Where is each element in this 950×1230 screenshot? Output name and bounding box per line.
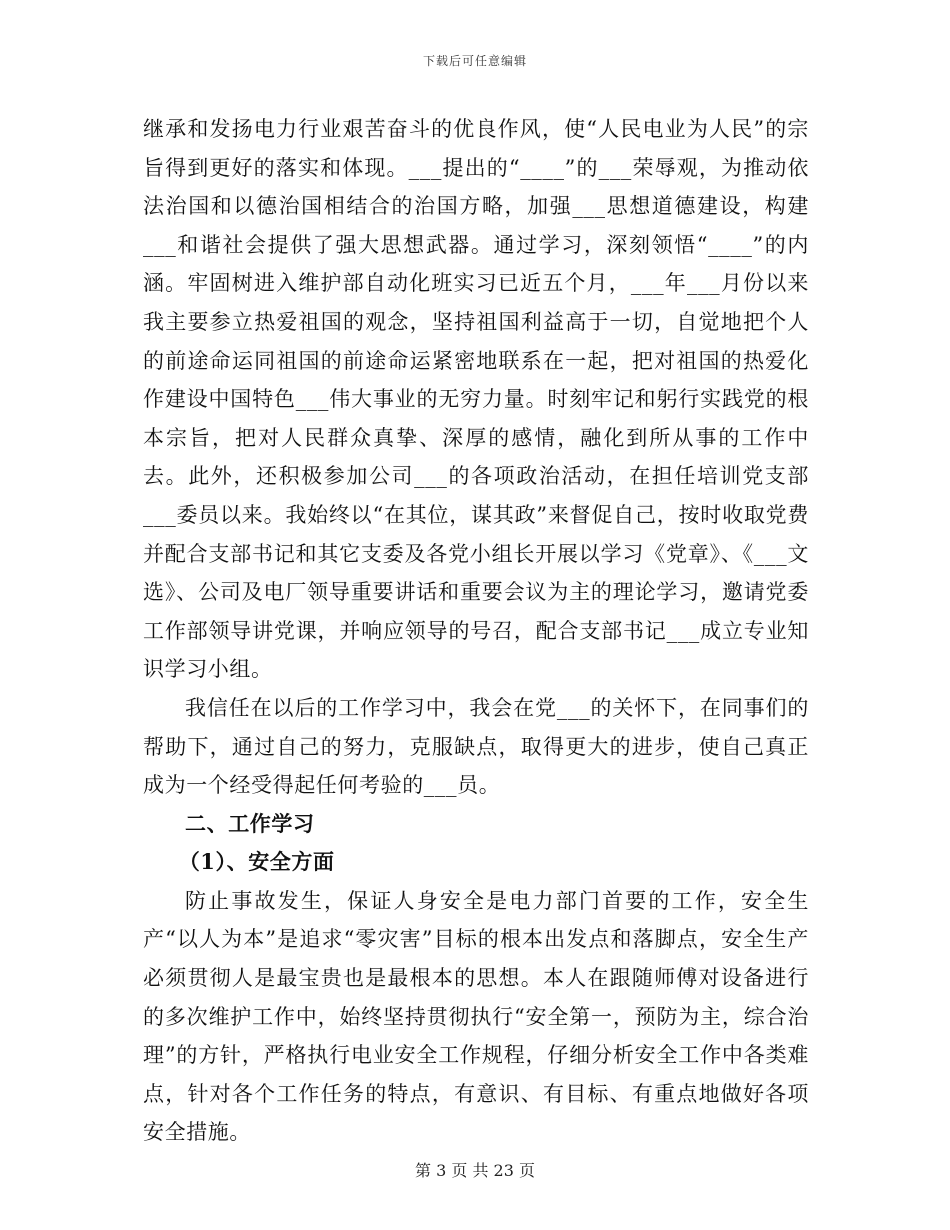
- paragraph-conclusion: 我信任在以后的工作学习中，我会在党___的关怀下，在同事们的帮助下，通过自己的努力，克服缺点，取得更大的进步，使自己真正成为一个经受得起任何考验的___员。: [143, 695, 809, 798]
- paragraph-political-study: 继承和发扬电力行业艰苦奋斗的优良作风，使“人民电业为人民”的宗旨得到更好的落实和体现。___提出的“____”的___荣辱观，为推动依法治国和以德治国相结合的治国方略，加强___思想道德建设，构建___和谐社会提供了强大思想武器。通过学习，深刻领悟“____”的内涵。牢固树进入维护部自动化班实习已近五个月，___年___月份以来我主要参立热爱祖国的观念，坚持祖国利益高于一切，自觉地把个人的前途命运同祖国的前途命运紧密地联系在一起，把对祖国的热爱化作建设中国特色___伟大事业的无穷力量。时刻牢记和躬行实践党的根本宗旨，把对人民群众真挚、深厚的感情，融化到所从事的工作中去。此外，还积极参加公司___的各项政治活动，在担任培训党支部___委员以来。我始终以“在其位，谋其政”来督促自己，按时收取党费并配合支部书记和其它支委及各党小组长开展以学习《党章》、《___文选》、公司及电厂领导重要讲话和重要会议为主的理论学习，邀请党委工作部领导讲党课，并响应领导的号召，配合支部书记___成立专业知识学习小组。: [143, 117, 809, 682]
- page-number-footer: 第 3 页 共 23 页: [415, 1161, 535, 1180]
- document-body: [143, 110, 809, 1152]
- page-header: 下载后可任意编辑: [422, 54, 527, 68]
- subsection-heading-safety: （1）、安全方面: [178, 849, 335, 875]
- paragraph-safety: 防止事故发生，保证人身安全是电力部门首要的工作，安全生产“以人为本”是追求“零灾害”目标的根本出发点和落脚点，安全生产必须贯彻人是最宝贵也是最根本的思想。本人在跟随师傅对设备进行的多次维护工作中，始终坚持贯彻执行“安全第一，预防为主，综合治理”的方针，严格执行电业安全工作规程，仔细分析安全工作中各类难点，针对各个工作任务的特点，有意识、有目标、有重点地做好各项安全措施。: [143, 888, 809, 1145]
- section-heading-work-study: 二、工作学习: [185, 810, 315, 836]
